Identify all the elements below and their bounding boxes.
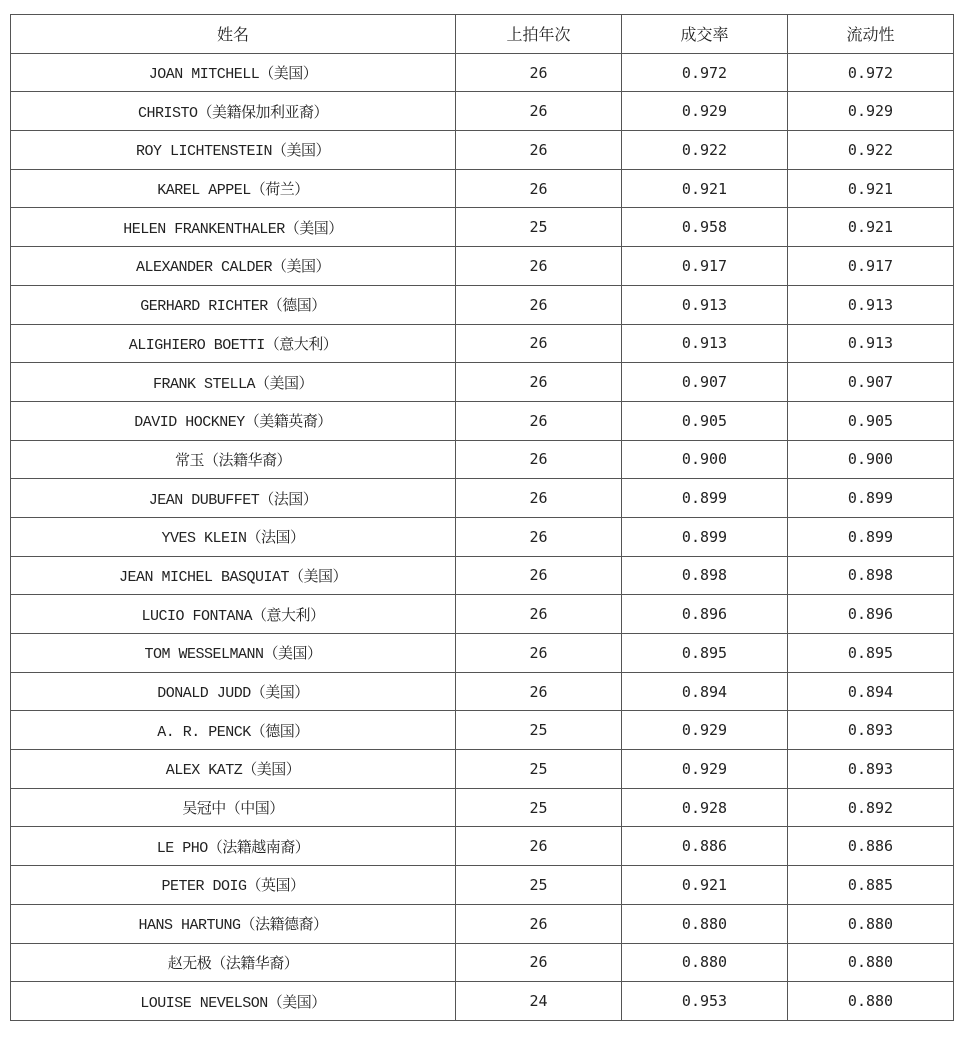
table-row	[11, 904, 954, 943]
cell-liquidity: 0.913	[788, 285, 954, 324]
cell-sell-through-rate: 0.886	[622, 827, 788, 866]
cell-name: HANS HARTUNG（法籍德裔）	[11, 904, 456, 943]
cell-sell-through-rate: 0.922	[622, 131, 788, 170]
cell-sell-through-rate: 0.899	[622, 479, 788, 518]
cell-auction-years: 26	[456, 517, 622, 556]
header-sell-through-rate: 成交率	[622, 15, 788, 54]
cell-sell-through-rate: 0.900	[622, 440, 788, 479]
cell-liquidity: 0.894	[788, 672, 954, 711]
cell-name: 常玉（法籍华裔）	[11, 440, 456, 479]
cell-liquidity: 0.929	[788, 92, 954, 131]
cell-auction-years: 26	[456, 169, 622, 208]
cell-liquidity: 0.899	[788, 517, 954, 556]
cell-name: ALEX KATZ（美国）	[11, 750, 456, 789]
cell-auction-years: 26	[456, 285, 622, 324]
cell-sell-through-rate: 0.929	[622, 750, 788, 789]
table-row	[11, 131, 954, 170]
cell-name: FRANK STELLA（美国）	[11, 363, 456, 402]
cell-auction-years: 26	[456, 827, 622, 866]
cell-liquidity: 0.922	[788, 131, 954, 170]
cell-name: A. R. PENCK（德国）	[11, 711, 456, 750]
cell-liquidity: 0.913	[788, 324, 954, 363]
cell-sell-through-rate: 0.929	[622, 711, 788, 750]
cell-name: YVES KLEIN（法国）	[11, 517, 456, 556]
cell-liquidity: 0.907	[788, 363, 954, 402]
cell-name: GERHARD RICHTER（德国）	[11, 285, 456, 324]
table-row	[11, 247, 954, 286]
cell-liquidity: 0.917	[788, 247, 954, 286]
cell-name: CHRISTO（美籍保加利亚裔）	[11, 92, 456, 131]
table-row	[11, 750, 954, 789]
cell-auction-years: 26	[456, 634, 622, 673]
cell-auction-years: 26	[456, 556, 622, 595]
cell-sell-through-rate: 0.896	[622, 595, 788, 634]
header-auction-years: 上拍年次	[456, 15, 622, 54]
cell-auction-years: 25	[456, 750, 622, 789]
cell-auction-years: 26	[456, 363, 622, 402]
cell-sell-through-rate: 0.899	[622, 517, 788, 556]
cell-liquidity: 0.900	[788, 440, 954, 479]
cell-sell-through-rate: 0.898	[622, 556, 788, 595]
cell-liquidity: 0.892	[788, 788, 954, 827]
table-row	[11, 440, 954, 479]
cell-name: 赵无极（法籍华裔）	[11, 943, 456, 982]
cell-auction-years: 26	[456, 595, 622, 634]
table-row	[11, 92, 954, 131]
cell-name: DONALD JUDD（美国）	[11, 672, 456, 711]
table-row	[11, 595, 954, 634]
table-row	[11, 169, 954, 208]
table-row	[11, 866, 954, 905]
header-liquidity: 流动性	[788, 15, 954, 54]
cell-auction-years: 25	[456, 711, 622, 750]
table-header-row	[11, 15, 954, 54]
table-row	[11, 943, 954, 982]
cell-liquidity: 0.921	[788, 208, 954, 247]
cell-liquidity: 0.880	[788, 904, 954, 943]
cell-auction-years: 26	[456, 672, 622, 711]
table-row	[11, 208, 954, 247]
table-row	[11, 401, 954, 440]
cell-name: LE PHO（法籍越南裔）	[11, 827, 456, 866]
cell-liquidity: 0.886	[788, 827, 954, 866]
table-body	[11, 53, 954, 1020]
cell-liquidity: 0.893	[788, 750, 954, 789]
cell-sell-through-rate: 0.913	[622, 285, 788, 324]
cell-sell-through-rate: 0.921	[622, 866, 788, 905]
cell-name: JOAN MITCHELL（美国）	[11, 53, 456, 92]
cell-name: LUCIO FONTANA（意大利）	[11, 595, 456, 634]
cell-auction-years: 25	[456, 788, 622, 827]
cell-name: HELEN FRANKENTHALER（美国）	[11, 208, 456, 247]
cell-auction-years: 25	[456, 866, 622, 905]
table-row	[11, 556, 954, 595]
cell-auction-years: 25	[456, 208, 622, 247]
cell-liquidity: 0.885	[788, 866, 954, 905]
cell-auction-years: 26	[456, 401, 622, 440]
cell-auction-years: 26	[456, 53, 622, 92]
cell-liquidity: 0.880	[788, 982, 954, 1021]
table-row	[11, 324, 954, 363]
cell-sell-through-rate: 0.894	[622, 672, 788, 711]
cell-auction-years: 26	[456, 479, 622, 518]
cell-auction-years: 26	[456, 440, 622, 479]
table-row	[11, 634, 954, 673]
cell-sell-through-rate: 0.917	[622, 247, 788, 286]
cell-sell-through-rate: 0.972	[622, 53, 788, 92]
cell-sell-through-rate: 0.905	[622, 401, 788, 440]
cell-sell-through-rate: 0.929	[622, 92, 788, 131]
table-row	[11, 672, 954, 711]
cell-sell-through-rate: 0.880	[622, 943, 788, 982]
cell-sell-through-rate: 0.913	[622, 324, 788, 363]
cell-auction-years: 26	[456, 904, 622, 943]
cell-name: ROY LICHTENSTEIN（美国）	[11, 131, 456, 170]
cell-name: PETER DOIG（英国）	[11, 866, 456, 905]
cell-sell-through-rate: 0.953	[622, 982, 788, 1021]
table-row	[11, 479, 954, 518]
cell-liquidity: 0.896	[788, 595, 954, 634]
table-row	[11, 53, 954, 92]
cell-name: LOUISE NEVELSON（美国）	[11, 982, 456, 1021]
artist-liquidity-table	[10, 14, 954, 1021]
table-row	[11, 285, 954, 324]
cell-name: KAREL APPEL（荷兰）	[11, 169, 456, 208]
cell-sell-through-rate: 0.895	[622, 634, 788, 673]
table-row	[11, 363, 954, 402]
cell-name: JEAN DUBUFFET（法国）	[11, 479, 456, 518]
cell-liquidity: 0.972	[788, 53, 954, 92]
cell-sell-through-rate: 0.958	[622, 208, 788, 247]
cell-liquidity: 0.899	[788, 479, 954, 518]
cell-auction-years: 26	[456, 247, 622, 286]
cell-liquidity: 0.880	[788, 943, 954, 982]
cell-name: DAVID HOCKNEY（美籍英裔）	[11, 401, 456, 440]
cell-name: JEAN MICHEL BASQUIAT（美国）	[11, 556, 456, 595]
table-row	[11, 517, 954, 556]
cell-liquidity: 0.905	[788, 401, 954, 440]
table-row	[11, 982, 954, 1021]
cell-name: TOM WESSELMANN（美国）	[11, 634, 456, 673]
cell-liquidity: 0.893	[788, 711, 954, 750]
cell-liquidity: 0.921	[788, 169, 954, 208]
cell-auction-years: 26	[456, 943, 622, 982]
cell-auction-years: 26	[456, 92, 622, 131]
cell-auction-years: 24	[456, 982, 622, 1021]
cell-sell-through-rate: 0.921	[622, 169, 788, 208]
cell-name: ALIGHIERO BOETTI（意大利）	[11, 324, 456, 363]
table-row	[11, 711, 954, 750]
cell-name: 吴冠中（中国）	[11, 788, 456, 827]
cell-liquidity: 0.895	[788, 634, 954, 673]
table-row	[11, 827, 954, 866]
cell-sell-through-rate: 0.928	[622, 788, 788, 827]
cell-auction-years: 26	[456, 324, 622, 363]
cell-liquidity: 0.898	[788, 556, 954, 595]
header-name: 姓名	[11, 15, 456, 54]
table-row	[11, 788, 954, 827]
cell-name: ALEXANDER CALDER（美国）	[11, 247, 456, 286]
cell-sell-through-rate: 0.907	[622, 363, 788, 402]
cell-sell-through-rate: 0.880	[622, 904, 788, 943]
cell-auction-years: 26	[456, 131, 622, 170]
